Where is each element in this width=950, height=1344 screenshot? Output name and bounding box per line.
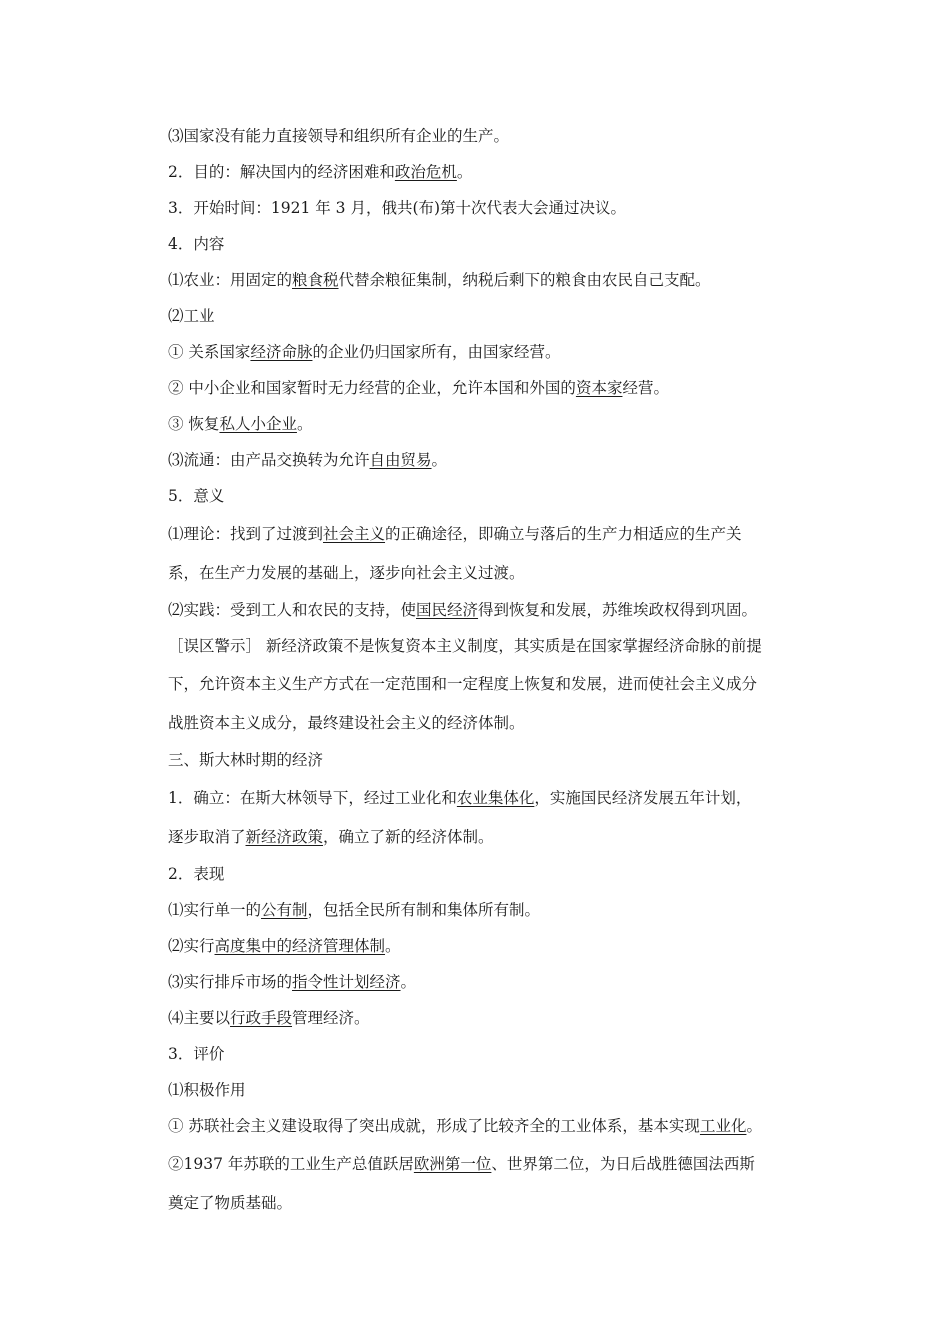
- line-27: ⑴积极作用: [168, 1081, 246, 1099]
- underlined-term: 私人小企业: [219, 415, 297, 433]
- document-body: [168, 118, 818, 1222]
- line-15: ［误区警示］ 新经济政策不是恢复资本主义制度，其实质是在国家掌握经济命脉的前提: [168, 637, 762, 655]
- line-23: ⑵实行高度集中的经济管理体制。: [168, 937, 401, 955]
- underlined-term: 欧洲第一位: [413, 1155, 492, 1173]
- underlined-term: 农业集体化: [456, 789, 535, 807]
- underlined-term: 新经济政策: [245, 828, 324, 846]
- line-12: ⑴理论：找到了过渡到社会主义的正确途径，即确立与落后的生产力相适应的生产关: [168, 525, 742, 543]
- line-20: 逐步取消了新经济政策，确立了新的经济体制。: [168, 828, 494, 846]
- underlined-term: 高度集中的经济管理体制: [214, 937, 386, 955]
- underlined-term: 资本家: [575, 379, 623, 397]
- line-6: ⑵工业: [168, 307, 215, 325]
- line-10: ⑶流通：由产品交换转为允许自由贸易。: [168, 451, 448, 469]
- line-16: 下，允许资本主义生产方式在一定范围和一定程度上恢复和发展，进而使社会主义成分: [168, 675, 758, 693]
- underlined-term: 指令性计划经济: [292, 973, 401, 991]
- line-14: ⑵实践：受到工人和农民的支持，使国民经济得到恢复和发展，苏维埃政权得到巩固。: [168, 601, 758, 619]
- underlined-term: 经济命脉: [250, 343, 313, 361]
- underlined-term: 国民经济: [416, 601, 479, 619]
- line-8: ② 中小企业和国家暂时无力经营的企业，允许本国和外国的资本家经营。: [168, 379, 669, 397]
- line-3: 3．开始时间：1921 年 3 月，俄共(布)第十次代表大会通过决议。: [168, 199, 627, 217]
- section-heading: 三、斯大林时期的经济: [168, 751, 324, 769]
- line-13: 系，在生产力发展的基础上，逐步向社会主义过渡。: [168, 564, 525, 582]
- underlined-term: 政治危机: [394, 163, 457, 181]
- underlined-term: 粮食税: [292, 271, 339, 289]
- underlined-term: 自由贸易: [369, 451, 432, 469]
- line-22: ⑴实行单一的公有制，包括全民所有制和集体所有制。: [168, 901, 541, 919]
- underlined-term: 工业化: [699, 1117, 747, 1135]
- line-28: ① 苏联社会主义建设取得了突出成就，形成了比较齐全的工业体系，基本实现工业化。: [168, 1117, 762, 1135]
- line-4: 4．内容: [168, 235, 225, 253]
- line-30: 奠定了物质基础。: [168, 1194, 293, 1212]
- line-2: 2．目的：解决国内的经济困难和政治危机。: [168, 163, 473, 181]
- line-19: 1．确立：在斯大林领导下，经过工业化和农业集体化，实施国民经济发展五年计划，: [168, 789, 752, 807]
- underlined-term: 社会主义: [323, 525, 386, 543]
- line-24: ⑶实行排斥市场的指令性计划经济。: [168, 973, 417, 991]
- line-11: 5．意义: [168, 487, 225, 505]
- line-17: 战胜资本主义成分，最终建设社会主义的经济体制。: [168, 714, 525, 732]
- line-21: 2．表现: [168, 865, 225, 883]
- line-25: ⑷主要以行政手段管理经济。: [168, 1009, 370, 1027]
- underlined-term: 公有制: [261, 901, 308, 919]
- line-9: ③ 恢复私人小企业。: [168, 415, 313, 433]
- line-29: ②1937 年苏联的工业生产总值跃居欧洲第一位、世界第二位，为日后战胜德国法西斯: [168, 1155, 755, 1173]
- line-26: 3．评价: [168, 1045, 225, 1063]
- line-1: ⑶国家没有能力直接领导和组织所有企业的生产。: [168, 127, 510, 145]
- line-5: ⑴农业：用固定的粮食税代替余粮征集制，纳税后剩下的粮食由农民自己支配。: [168, 271, 711, 289]
- underlined-term: 行政手段: [230, 1009, 293, 1027]
- line-7: ① 关系国家经济命脉的企业仍归国家所有，由国家经营。: [168, 343, 561, 361]
